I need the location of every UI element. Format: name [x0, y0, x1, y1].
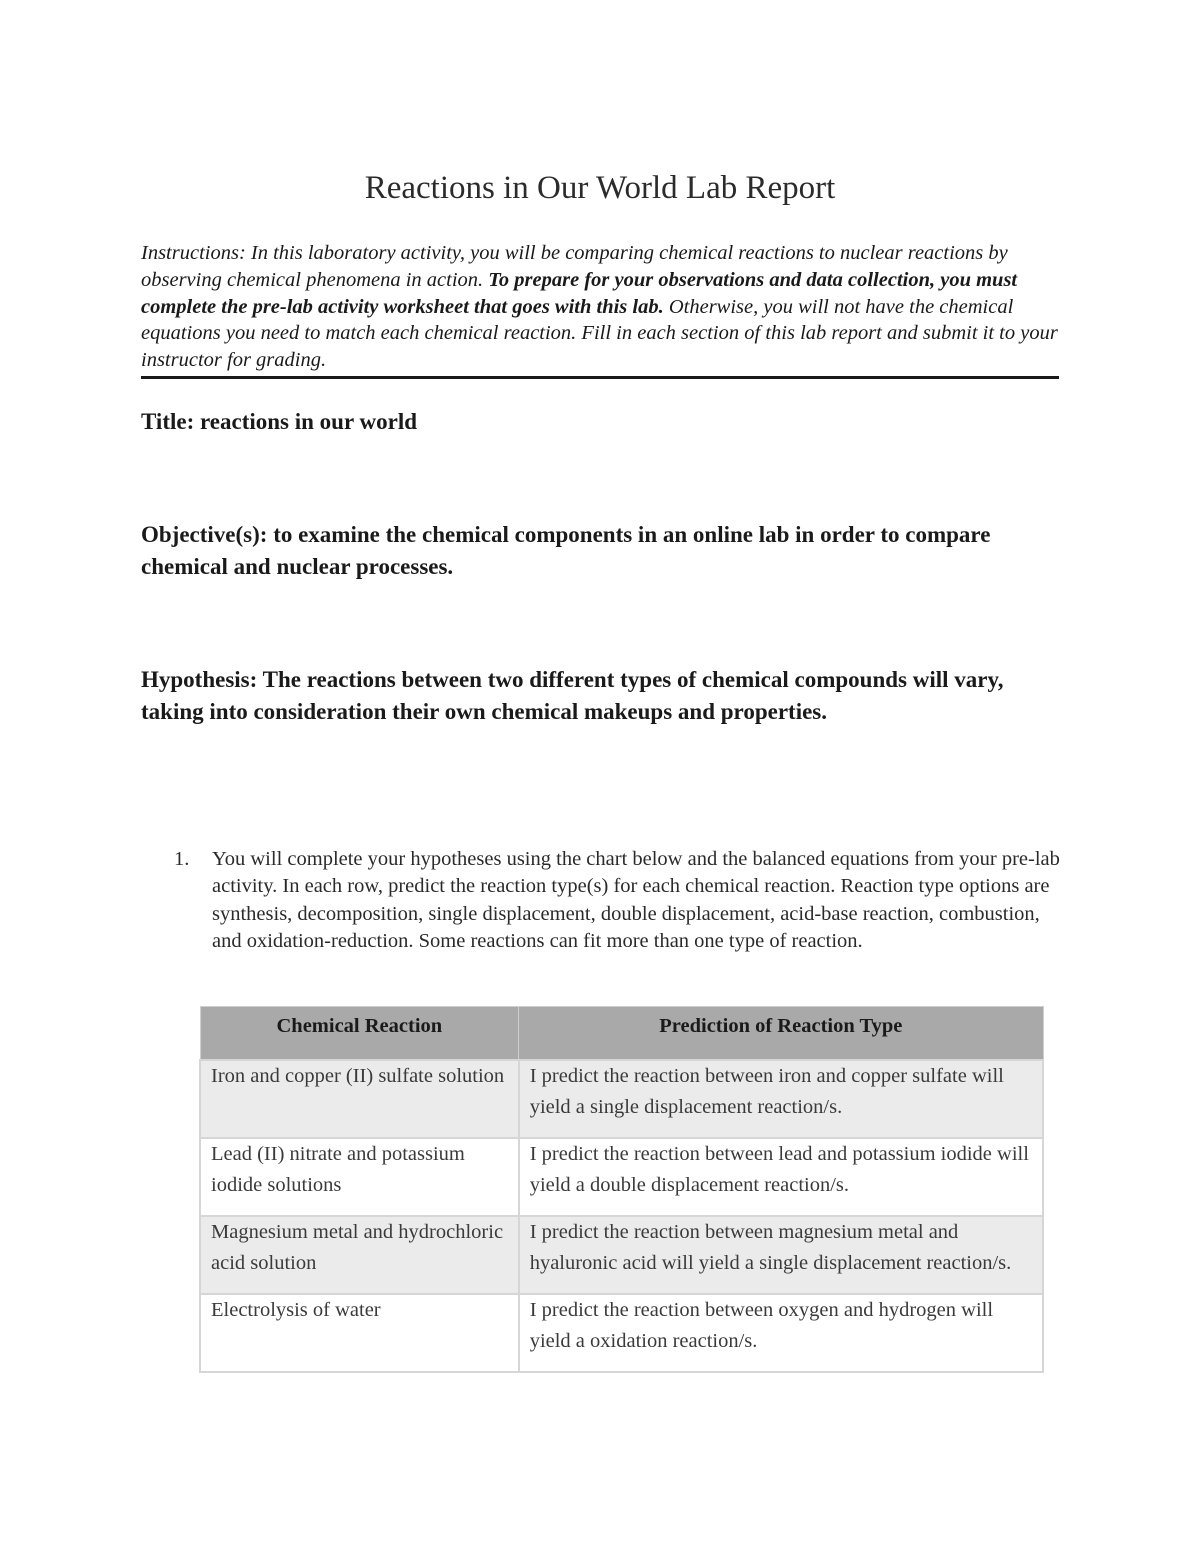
hypothesis-section: Hypothesis: The reactions between two different types of chemical compounds will vary, taking into consideration their own chemical makeups and properties. — [141, 667, 1004, 724]
numbered-list-item — [174, 846, 1064, 955]
instructions-text: Instructions: In this laboratory activity, you will be comparing chemical reactions to nuclear reactions by observing chemical phenomena in action. — [141, 242, 1008, 291]
reaction-prediction-table — [199, 1006, 1044, 1373]
page-title: Reactions in Our World Lab Report — [364, 170, 836, 206]
column-header-prediction: Prediction of Reaction Type — [519, 1007, 1043, 1061]
instructions-emphasis: To prepare for your observations and data collection, you must complete the pre-lab activity worksheet that goes with this lab. — [141, 268, 1018, 318]
instructions-text-end: Otherwise, you will not have the chemical equations you need to match each chemical reaction. Fill in each section of this lab report and submit it to your instructor for grading. — [141, 295, 1058, 372]
table-row — [200, 1060, 1043, 1138]
prediction-cell: I predict the reaction between magnesium metal and hyaluronic acid will yield a single displacement reaction/s. — [519, 1216, 1043, 1294]
table-header-row — [200, 1007, 1043, 1061]
objective-section: Objective(s): to examine the chemical components in an online lab in order to compare chemical and nuclear processes. — [141, 522, 991, 579]
reaction-cell: Electrolysis of water — [200, 1294, 519, 1372]
table-row — [200, 1216, 1043, 1294]
table-row — [200, 1294, 1043, 1372]
table-row — [200, 1138, 1043, 1216]
prediction-cell: I predict the reaction between oxygen and hydrogen will yield a oxidation reaction/s. — [519, 1294, 1043, 1372]
list-item-text: You will complete your hypotheses using the chart below and the balanced equations from your pre-lab activity. In each row, predict the reaction type(s) for each chemical reaction. Reaction type options are synthesis, decomposition, single displacement, double displacement, acid-base reaction, combustion, and oxidation-reduction. Some reactions can fit more than one type of reaction. — [212, 848, 1060, 952]
instructions-paragraph — [141, 240, 1059, 379]
reaction-cell: Magnesium metal and hydrochloric acid solution — [200, 1216, 519, 1294]
reaction-cell: Iron and copper (II) sulfate solution — [200, 1060, 519, 1138]
report-title-section: Title: reactions in our world — [141, 409, 417, 434]
column-header-chemical-reaction: Chemical Reaction — [200, 1007, 519, 1061]
prediction-cell: I predict the reaction between lead and potassium iodide will yield a double displacement reaction/s. — [519, 1138, 1043, 1216]
prediction-cell: I predict the reaction between iron and copper sulfate will yield a single displacement reaction/s. — [519, 1060, 1043, 1138]
reaction-cell: Lead (II) nitrate and potassium iodide solutions — [200, 1138, 519, 1216]
list-number: 1. — [174, 848, 190, 870]
